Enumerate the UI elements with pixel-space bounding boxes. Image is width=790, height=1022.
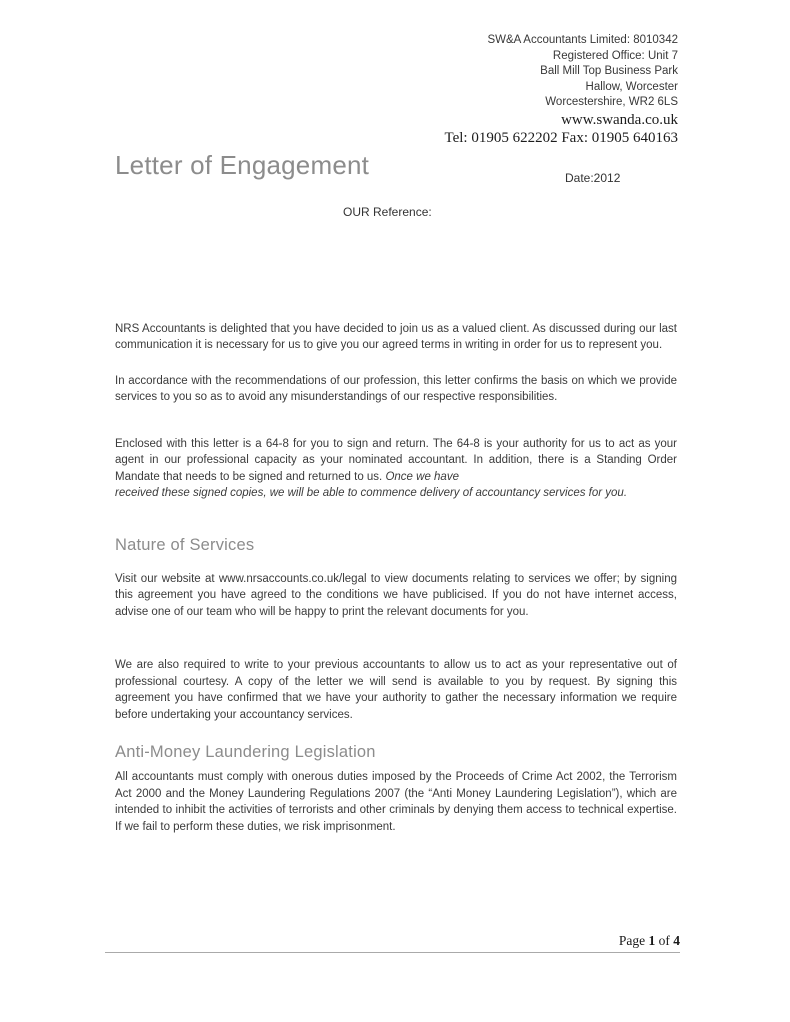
letterhead-registered-office: Registered Office: Unit 7 [552,49,678,62]
paragraph-intro-1: NRS Accountants is delighted that you have decided to join us as a valued client. As discussed during our last communication it is necessary for us to give you our agreed terms in writing in order for us to represent you. [115,322,677,351]
page-number-indicator [619,933,680,948]
paragraph-enclosed-italic-line-2: received these signed copies, we will be able to commence delivery of accountancy services for you. [115,487,628,499]
letterhead-company-line: SW&A Accountants Limited: 8010342 [487,34,678,46]
letter-body [115,205,677,836]
paragraph-enclosed-italic-line-1: Once we have [385,470,459,483]
letterhead-address-line-2: Hallow, Worcester [585,80,678,93]
page-number: 1 [648,933,656,948]
section-heading-anti-money-laundering: Anti-Money Laundering Legislation [115,743,376,761]
paragraph-enclosed [115,436,677,502]
letterhead [0,33,790,148]
paragraph-intro-2: In accordance with the recommendations of our profession, this letter confirms the basis on which we provide services to you so as to avoid any misunderstandings of our respective responsibilities. [115,374,677,403]
letterhead-address-line-1: Ball Mill Top Business Park [540,65,678,77]
reference-label: OUR Reference: [343,204,432,219]
page-title: Letter of Engagement [115,149,370,180]
paragraph-nature-of-services-2: We are also required to write to your previous accountants to allow us to act as your representative out of professional courtesy. A copy of the letter we will send is available to you by request. By signing this agreement you have confirmed that we have your authority to gather the necessary information we require before undertaking your accountancy services. [115,659,677,721]
page-word: Page [618,933,646,948]
paragraph-anti-money-laundering: All accountants must comply with onerous duties imposed by the Proceeds of Crime Act 2002, the Terrorism Act 2000 and the Money Laundering Regulations 2007 (the “Anti Money Laundering Legislation”), which are intended to inhibit the activities of terrorists and other criminals by denying them access to technical expertise. If we fail to perform these duties, we risk imprisonment. [115,771,677,833]
of-word: of [658,933,670,948]
date-label: Date:2012 [565,170,621,185]
title-row [115,150,678,184]
section-heading-nature-of-services: Nature of Services [115,535,255,554]
total-pages: 4 [673,933,680,948]
page-footer [105,933,680,953]
paragraph-nature-of-services-1: Visit our website at www.nrsaccounts.co.uk/legal to view documents relating to services we offer; by signing this agreement you have agreed to the conditions we have publicised. If you do not have internet access, advise one of our team who will be happy to print the relevant documents for you. [115,572,677,618]
letterhead-tel-fax: Tel: 01905 622202 Fax: 01905 640163 [444,130,678,146]
letterhead-website: www.swanda.co.uk [561,111,678,128]
paragraph-enclosed-normal: Enclosed with this letter is a 64-8 for you to sign and return. The 64-8 is your authority for us to act as your agent in our professional capacity as your nominated accountant. In addition, there is a Standing Order Mandate that needs to be signed and returned to us. [115,437,677,483]
letterhead-address-line-3: Worcestershire, WR2 6LS [545,96,678,108]
